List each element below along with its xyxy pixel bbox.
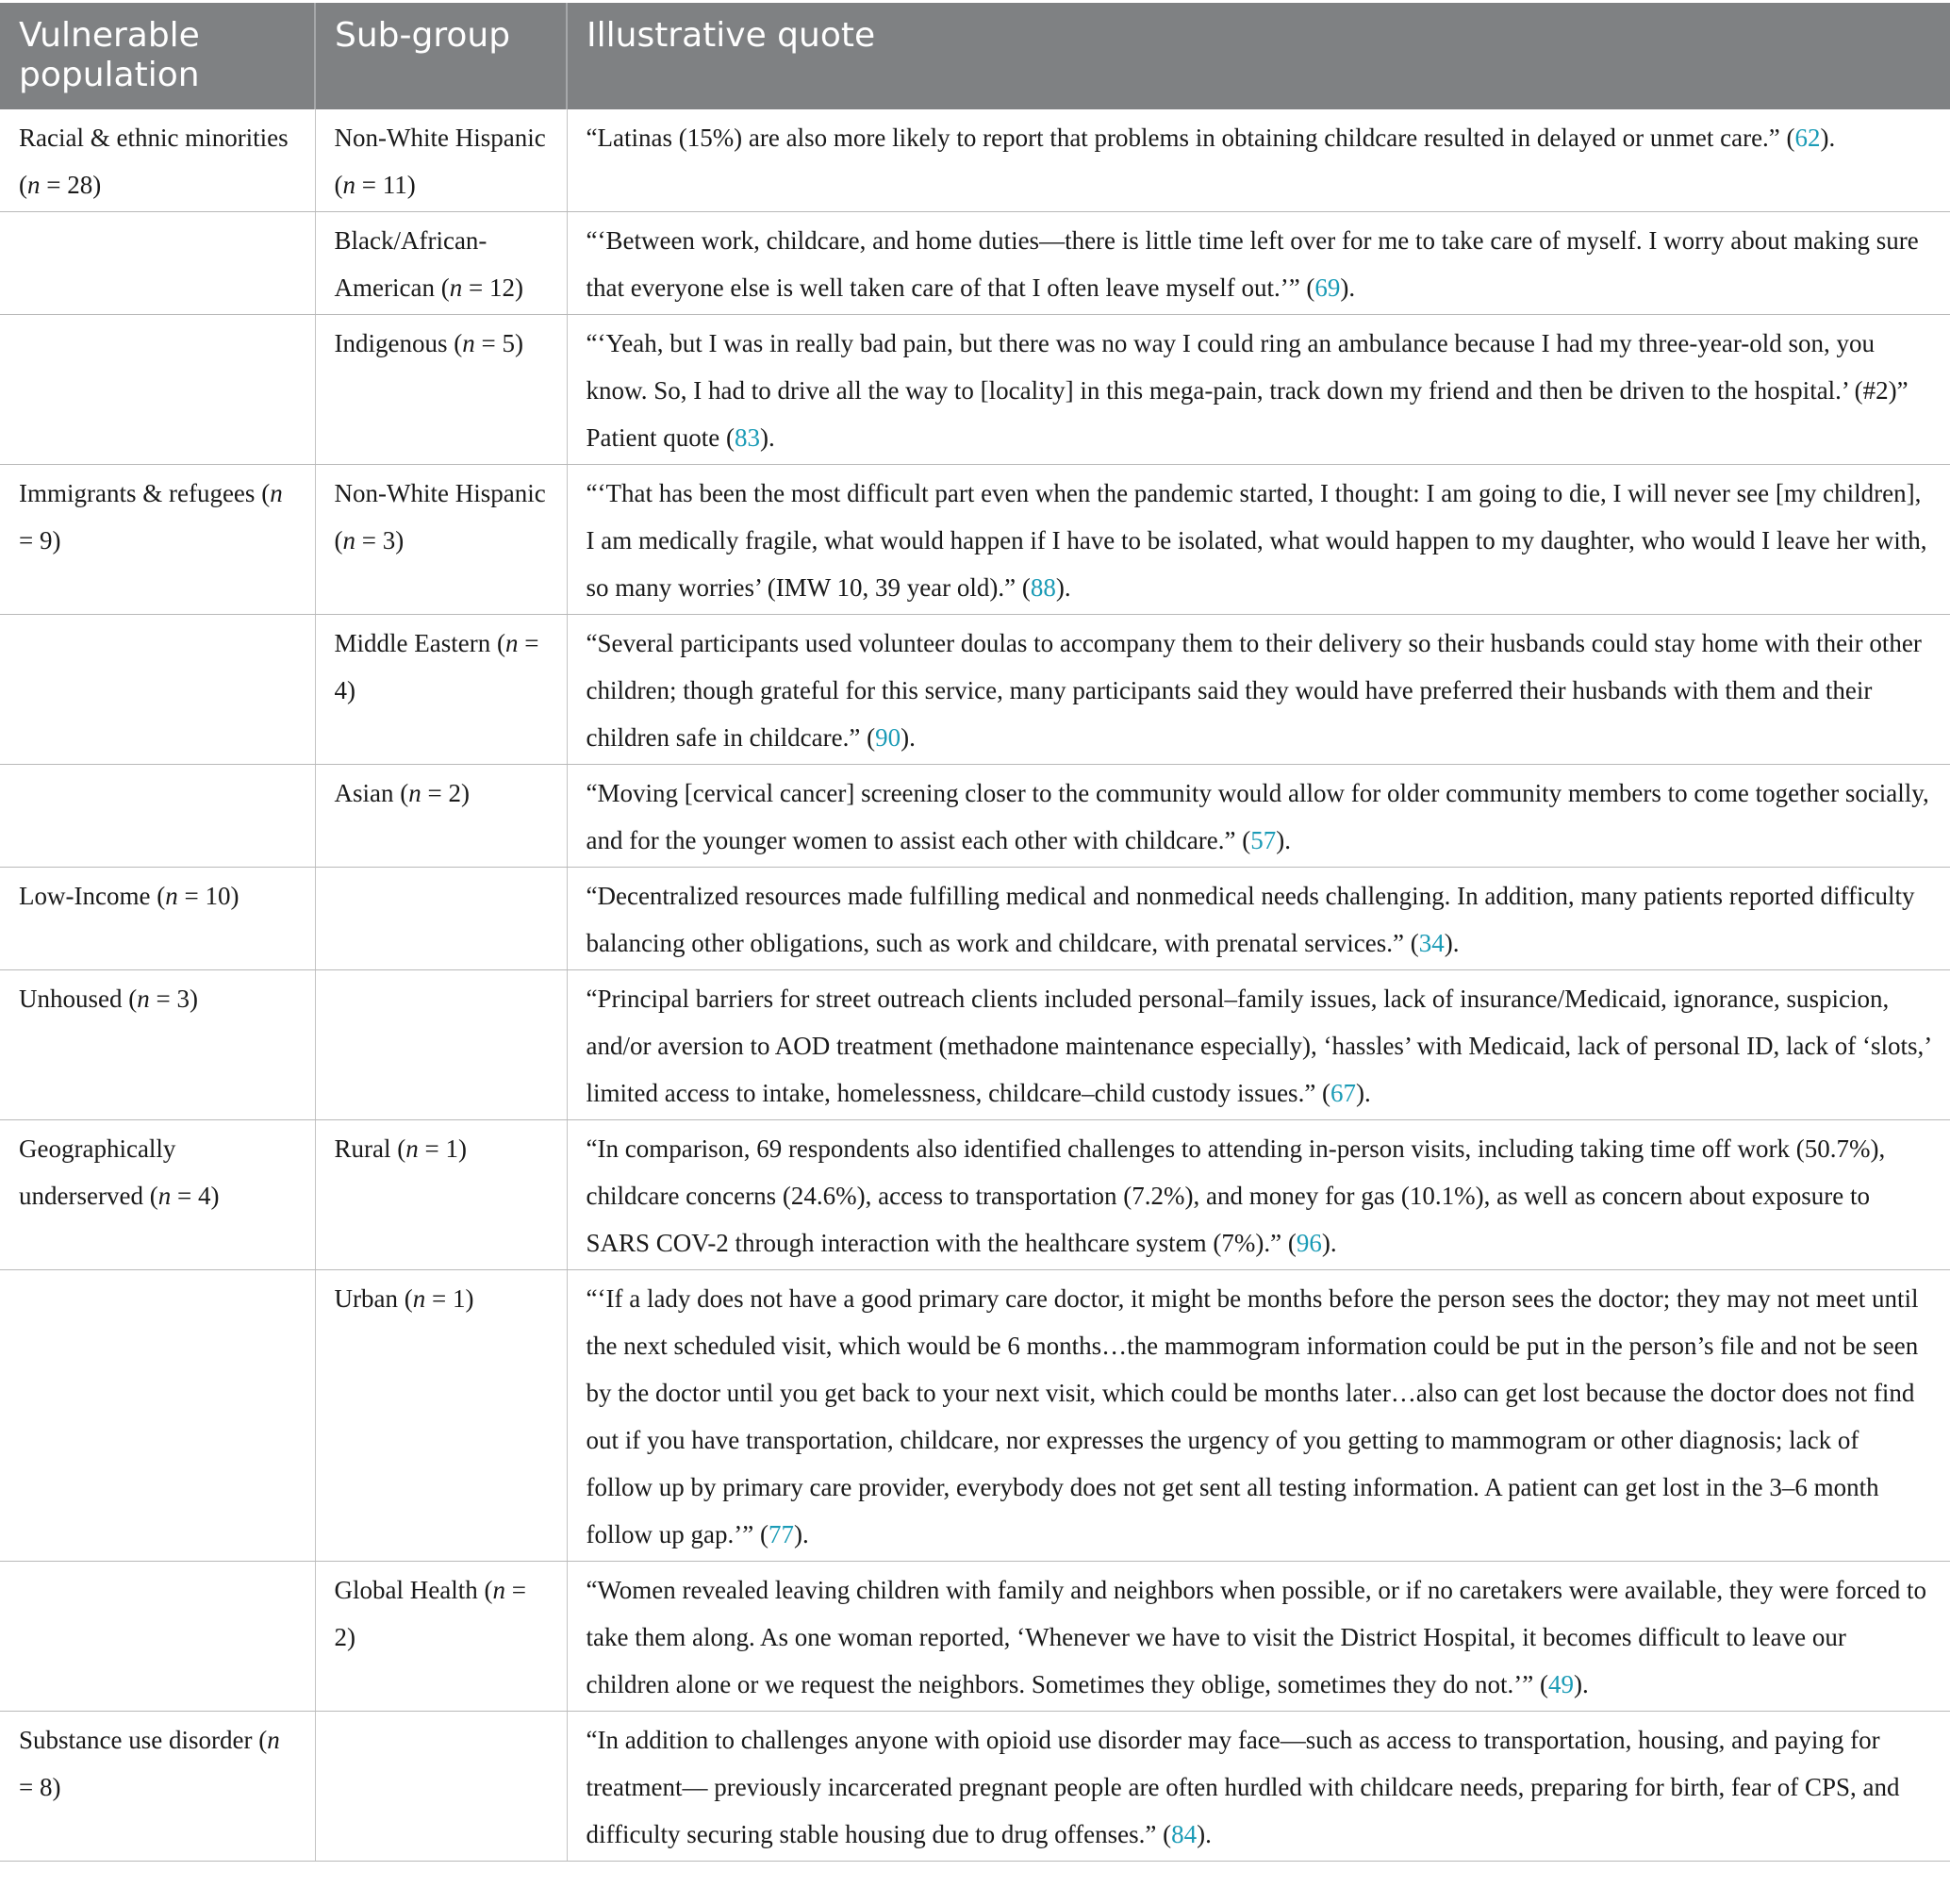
cell-population: Geographically underserved (n = 4): [0, 1120, 315, 1270]
cell-quote: [567, 465, 1950, 615]
n-symbol: n: [137, 985, 150, 1013]
quote-end: ).: [793, 1520, 809, 1548]
quote-text: “Several participants used volunteer doulas to accompany them to their delivery so their husbands could stay home with their other children; though grateful for this service, many participants said they would have preferred their husbands with them and their children safe in childcare.” (: [586, 629, 1922, 752]
table-row: [0, 1712, 1950, 1862]
reference-link[interactable]: 69: [1314, 273, 1341, 302]
n-symbol: n: [462, 329, 475, 357]
cell-population: [0, 1562, 315, 1712]
cell-population: [0, 315, 315, 465]
table-row: [0, 615, 1950, 765]
reference-link[interactable]: 62: [1794, 124, 1821, 152]
table-row: [0, 765, 1950, 868]
quote-end: ).: [1055, 573, 1071, 602]
quote-text: “Principal barriers for street outreach clients included personal–family issues, lack of insurance/Medicaid, ignorance, suspicion, and/or aversion to AOD treatment (methadone maintenance especially), ‘hassles’ with Medicaid, lack of personal ID, lack of ‘slots,’ limited access to intake, homelessness, childcare–child custody issues.” (: [586, 985, 1931, 1107]
cell-sub-group: Asian (n = 2): [315, 765, 567, 868]
cell-quote: [567, 970, 1950, 1120]
cell-sub-group: Middle Eastern (n = 4): [315, 615, 567, 765]
cell-population: Substance use disorder (n = 8): [0, 1712, 315, 1862]
table-row: [0, 1562, 1950, 1712]
cell-quote: [567, 315, 1950, 465]
quote-end: ).: [1820, 124, 1836, 152]
cell-quote: [567, 1120, 1950, 1270]
reference-link[interactable]: 57: [1250, 826, 1277, 854]
cell-sub-group: [315, 1712, 567, 1862]
cell-quote: [567, 1712, 1950, 1862]
cell-population: [0, 615, 315, 765]
quote-end: ).: [1574, 1670, 1589, 1698]
n-symbol: n: [165, 882, 178, 910]
reference-link[interactable]: 88: [1030, 573, 1056, 602]
quote-end: ).: [1276, 826, 1292, 854]
reference-link[interactable]: 96: [1296, 1229, 1322, 1257]
cell-population: Racial & ethnic minorities (n = 28): [0, 109, 315, 212]
cell-population: Immigrants & refugees (n = 9): [0, 465, 315, 615]
header-vulnerable-population: Vulnerable population: [0, 3, 315, 109]
n-symbol: n: [27, 171, 41, 199]
header-illustrative-quote: Illustrative quote: [567, 3, 1950, 109]
n-symbol: n: [408, 779, 421, 807]
table-row: [0, 212, 1950, 315]
cell-sub-group: Non-White Hispanic (n = 11): [315, 109, 567, 212]
n-symbol: n: [492, 1576, 505, 1604]
table-row: [0, 868, 1950, 970]
cell-quote: [567, 765, 1950, 868]
reference-link[interactable]: 84: [1171, 1820, 1198, 1848]
cell-sub-group: [315, 970, 567, 1120]
cell-sub-group: Global Health (n = 2): [315, 1562, 567, 1712]
cell-sub-group: Rural (n = 1): [315, 1120, 567, 1270]
header-sub-group: Sub-group: [315, 3, 567, 109]
table-row: [0, 1120, 1950, 1270]
n-symbol: n: [405, 1134, 419, 1163]
cell-sub-group: Black/African-American (n = 12): [315, 212, 567, 315]
quote-end: ).: [1356, 1079, 1371, 1107]
quote-end: ).: [759, 423, 775, 452]
quote-text: “‘Between work, childcare, and home duties—there is little time left over for me to take care of myself. I worry about making sure that everyone else is well taken care of that I often leave myself out.’” (: [586, 226, 1919, 302]
table-row: [0, 109, 1950, 212]
cell-quote: [567, 1562, 1950, 1712]
quote-text: “Decentralized resources made fulfilling medical and nonmedical needs challenging. In addition, many patients reported difficulty balancing other obligations, such as work and childcare, with prenatal services.” (: [586, 882, 1915, 957]
quote-text: “In addition to challenges anyone with opioid use disorder may face—such as access to transportation, housing, and paying for treatment— previously incarcerated pregnant people are often hurdled with childcare needs, preparing for birth, fear of CPS, and difficulty securing stable housing due to drug offenses.” (: [586, 1726, 1900, 1848]
cell-sub-group: Urban (n = 1): [315, 1270, 567, 1562]
cell-sub-group: Non-White Hispanic (n = 3): [315, 465, 567, 615]
cell-population: Unhoused (n = 3): [0, 970, 315, 1120]
table-row: [0, 1270, 1950, 1562]
n-symbol: n: [267, 1726, 280, 1754]
cell-population: [0, 765, 315, 868]
quote-text: “‘If a lady does not have a good primary care doctor, it might be months before the person sees the doctor; they may not meet until the next scheduled visit, which would be 6 months…the mammogram information could be put in the person’s file and not be seen by the doctor until you get back to your next visit, which could be months later…also can get lost because the doctor does not find out if you have transportation, childcare, nor expresses the urgency of you getting to mammogram or other diagnosis; lack of follow up by primary care provider, everybody does not get sent all testing information. A patient can get lost in the 3–6 month follow up gap.’” (: [586, 1284, 1919, 1548]
cell-sub-group: Indigenous (n = 5): [315, 315, 567, 465]
n-symbol: n: [270, 479, 283, 507]
reference-link[interactable]: 67: [1330, 1079, 1357, 1107]
n-symbol: n: [449, 273, 463, 302]
n-symbol: n: [412, 1284, 426, 1313]
quote-end: ).: [1444, 929, 1460, 957]
n-symbol: n: [504, 629, 519, 657]
cell-sub-group: [315, 868, 567, 970]
quote-text: “Latinas (15%) are also more likely to report that problems in obtaining childcare resulted in delayed or unmet care.” (: [586, 124, 1795, 152]
n-symbol: n: [157, 1182, 172, 1210]
n-symbol: n: [342, 526, 355, 555]
cell-population: [0, 1270, 315, 1562]
table-row: [0, 315, 1950, 465]
reference-link[interactable]: 34: [1418, 929, 1445, 957]
reference-link[interactable]: 77: [768, 1520, 794, 1548]
reference-link[interactable]: 83: [734, 423, 760, 452]
quote-text: “In comparison, 69 respondents also identified challenges to attending in-person visits, including taking time off work (50.7%), childcare concerns (24.6%), access to transportation (7.2%), and money for gas (10.1%), as well as concern about exposure to SARS COV-2 through interaction with the healthcare system (7%).” (: [586, 1134, 1886, 1257]
header-row: [0, 3, 1950, 109]
quote-text: “‘Yeah, but I was in really bad pain, but there was no way I could ring an ambulance because I had my three-year-old son, you know. So, I had to drive all the way to [locality] in this mega-pain, track down my friend and then be driven to the hospital.’ (#2)” Patient quote (: [586, 329, 1909, 452]
cell-quote: [567, 868, 1950, 970]
cell-population: [0, 212, 315, 315]
quote-end: ).: [1197, 1820, 1212, 1848]
table-header: [0, 3, 1950, 109]
cell-population: Low-Income (n = 10): [0, 868, 315, 970]
quote-end: ).: [1321, 1229, 1337, 1257]
table-row: [0, 970, 1950, 1120]
cell-quote: [567, 109, 1950, 212]
quote-text: “Women revealed leaving children with family and neighbors when possible, or if no caretakers were available, they were forced to take them along. As one woman reported, ‘Whenever we have to visit the District Hospital, it becomes difficult to leave our children alone or we request the neighbors. Sometimes they oblige, sometimes they do not.’” (: [586, 1576, 1927, 1698]
reference-link[interactable]: 90: [875, 723, 901, 752]
quote-end: ).: [1340, 273, 1356, 302]
quotes-table: [0, 3, 1950, 1862]
table-row: [0, 465, 1950, 615]
cell-quote: [567, 1270, 1950, 1562]
cell-quote: [567, 615, 1950, 765]
quote-text: “‘That has been the most difficult part even when the pandemic started, I thought: I am going to die, I will never see [my children], I am medically fragile, what would happen if I have to be isolated, what would happen to my daughter, who would I leave her with, so many worries’ (IMW 10, 39 year old).” (: [586, 479, 1927, 602]
table-body: [0, 109, 1950, 1862]
cell-quote: [567, 212, 1950, 315]
quote-end: ).: [901, 723, 916, 752]
quote-text: “Moving [cervical cancer] screening closer to the community would allow for older community members to come together socially, and for the younger women to assist each other with childcare.” (: [586, 779, 1929, 854]
n-symbol: n: [342, 171, 355, 199]
reference-link[interactable]: 49: [1548, 1670, 1575, 1698]
